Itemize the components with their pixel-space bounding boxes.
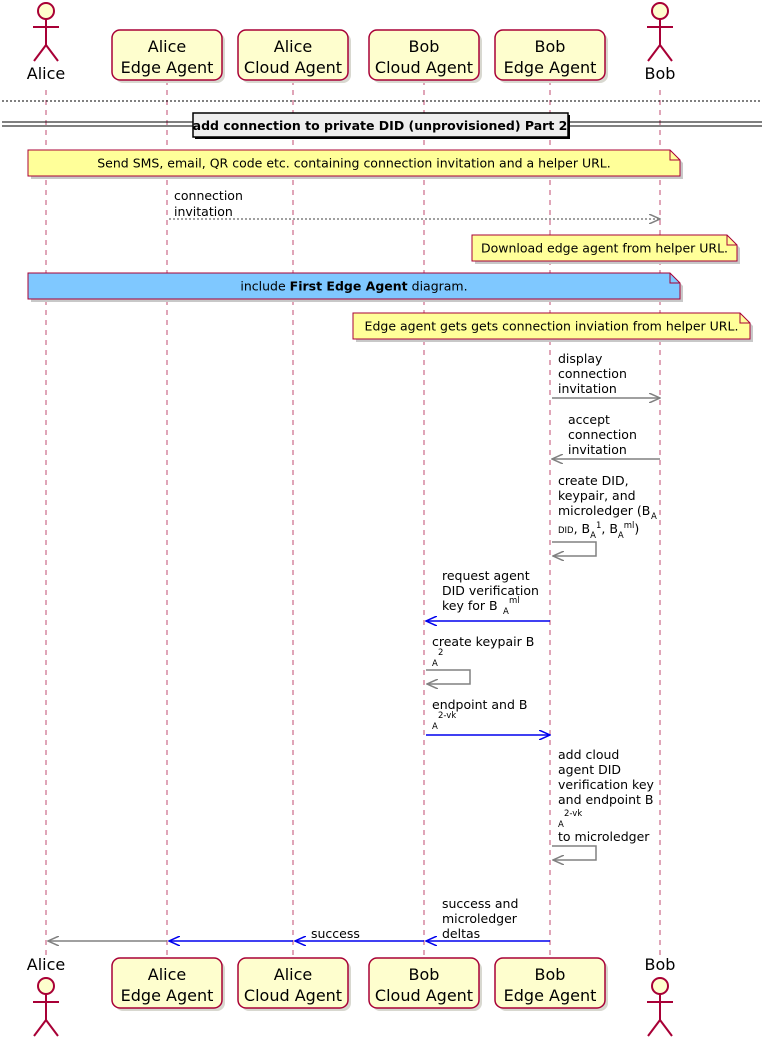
message-label-line: create keypair B [432,634,535,649]
msg-create-did [552,473,657,556]
message-label-line: create DID, [558,473,629,488]
participant-name-line2: Cloud Agent [374,58,474,77]
message-label-tail: to microledger [558,829,650,844]
participant-bob_cloud-bottom [369,958,482,1011]
note-gets [353,313,753,342]
note-text: Send SMS, email, QR code etc. containing connection invitation and a helper URL. [97,155,611,171]
participant-alice-top [27,3,65,83]
actor-head [652,978,668,994]
message-subscript: A [558,820,564,830]
participant-name-line1: Alice [273,965,313,984]
participant-name-line1: Alice [147,965,187,984]
message-label-segment: A [590,531,596,541]
message-superscript: 2-vk [438,711,457,721]
message-self-arrow [552,542,596,556]
participant-name: Alice [26,955,66,974]
actor-head [38,978,54,994]
participant-name: Bob [644,64,676,83]
participant-name: Bob [644,955,676,974]
message-label-line: display [558,351,603,366]
section-header [2,113,762,139]
message-self-arrow [552,846,596,860]
message-subscript: A [432,722,438,732]
participant-bob_edge-top [495,30,608,83]
message-label-line [558,521,639,541]
participant-bob-top [645,3,676,83]
participant-name-line2: Cloud Agent [243,986,343,1005]
message-self-arrow [426,670,470,684]
message-label-line: verification key [558,777,654,792]
message-label-line: add cloud [558,747,620,762]
actor-leg-right [660,45,672,61]
message-label-segment: A [617,531,624,541]
participant-name-line2: Cloud Agent [374,986,474,1005]
note-sms [28,150,683,179]
message-label-line: agent DID [558,762,622,777]
message-superscript: ml [509,596,520,606]
participant-name-line1: Bob [534,37,566,56]
message-label-line: endpoint and B [432,697,528,712]
section-title: add connection to private DID (unprovisioned) Part 2 [192,118,568,133]
msg-success [169,926,424,941]
participant-name-line1: Bob [408,965,440,984]
participant-alice_cloud-bottom [238,958,351,1011]
message-label-segment: , B [601,521,618,536]
message-label-line: invitation [174,204,233,219]
message-label-segment: ml [623,521,635,531]
msg-accept [552,412,660,459]
note-text-suffix: diagram. [407,278,468,294]
message-label-segment: 1 [595,521,602,531]
participant-alice-bottom [27,955,65,1036]
lifelines [46,80,660,960]
msg-create-keypair [426,634,534,684]
actor-leg-right [660,1020,672,1036]
msg-display [552,351,660,398]
participant-name-line2: Edge Agent [120,986,214,1005]
participant-alice_edge-top [112,30,225,83]
message-label-line: and endpoint B [558,792,654,807]
msg-success-deltas [426,896,550,941]
message-label-line: request agent [442,568,530,583]
actor-head [38,3,54,19]
msg-endpoint [426,697,550,735]
actor-icon [647,3,673,61]
note-text: Edge agent gets gets connection inviation from helper URL. [364,318,739,334]
participant-bob_edge-bottom [495,958,608,1011]
actor-leg-left [648,45,660,61]
message-subscript: A [432,659,438,669]
message-subscript: A [651,512,657,522]
participant-bob_cloud-top [369,30,482,83]
participant-name-line2: Edge Agent [120,58,214,77]
participant-name-line2: Cloud Agent [243,58,343,77]
message-label-line: deltas [442,926,481,941]
actor-head [652,3,668,19]
participant-name-line1: Bob [408,37,440,56]
message-label-line: microledger (B [558,503,651,518]
message-superscript: 2-vk [564,809,583,819]
actor-leg-left [34,1020,46,1036]
actor-icon [33,3,59,61]
message-label-line: invitation [558,381,617,396]
actor-leg-right [46,45,58,61]
message-label-segment: , B [573,521,591,536]
message-subscript: A [503,607,509,617]
message-label-segment: DID [558,526,574,536]
msg-invitation [169,188,660,219]
actor-icon [33,978,59,1036]
note-text: Download edge agent from helper URL. [480,240,729,256]
actor-leg-left [648,1020,660,1036]
participant-name-line2: Edge Agent [503,986,597,1005]
participant-name-line1: Bob [534,965,566,984]
participant-name-line2: Edge Agent [503,58,597,77]
actor-icon [647,978,673,1036]
note-text [240,279,467,294]
note-text-prefix: include [240,278,290,294]
note-include [28,273,683,302]
msg-add-cloud [552,747,655,860]
participant-name-line1: Alice [147,37,187,56]
actor-leg-left [34,45,46,61]
message-label-line: key for B [442,598,498,613]
message-label-line: success and [442,896,519,911]
msg-request-key [426,568,550,621]
note-download [472,235,740,264]
participant-name-line1: Alice [273,37,313,56]
message-label-line: DID verification [442,583,539,598]
actor-leg-right [46,1020,58,1036]
message-label-line: accept [568,412,610,427]
message-label-line: connection [174,188,243,203]
message-label-line: microledger [442,911,517,926]
note-text-bold: First Edge Agent [289,278,408,294]
message-label-line: success [311,926,360,941]
message-label-line: connection [568,427,637,442]
participant-name: Alice [26,64,66,83]
participant-alice_edge-bottom [112,958,225,1011]
message-label-line: keypair, and [558,488,636,503]
message-label-line: invitation [568,442,627,457]
message-label-segment: ) [634,521,640,536]
participant-bob-bottom [645,955,676,1036]
participant-alice_cloud-top [238,30,351,83]
message-label-line: connection [558,366,627,381]
message-superscript: 2 [438,648,444,658]
